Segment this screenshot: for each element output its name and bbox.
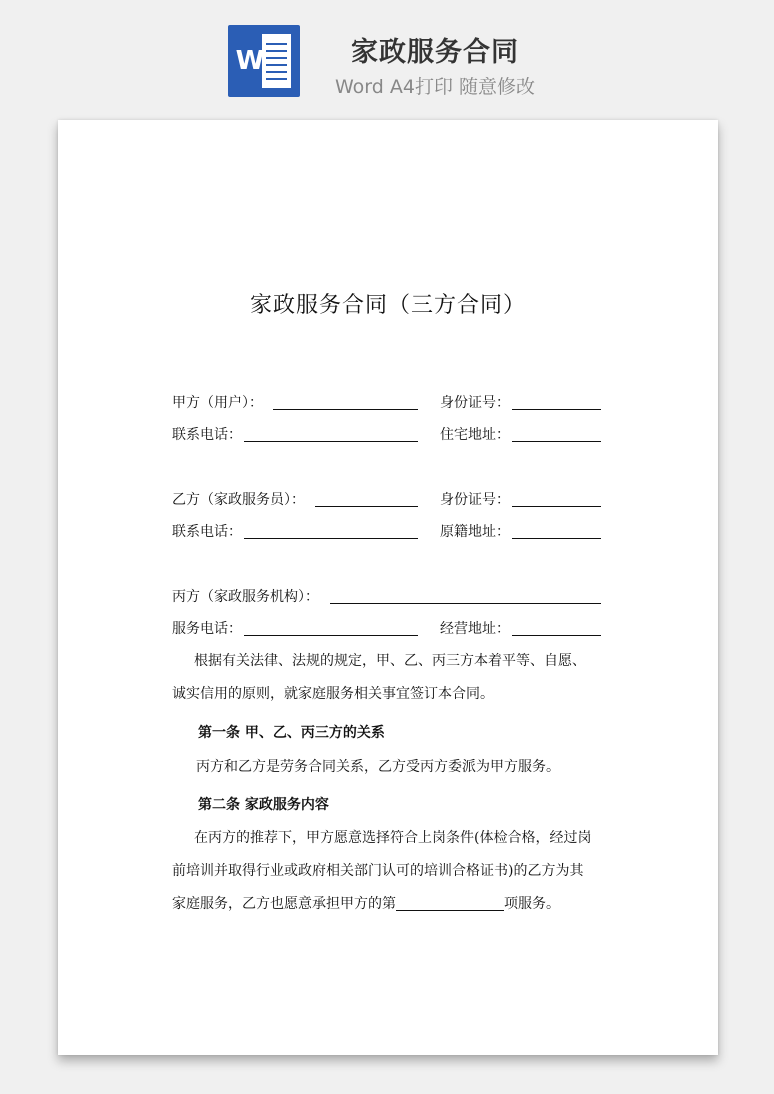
document-title: 家政服务合同（三方合同） [249, 293, 526, 318]
service-item-blank[interactable] [396, 896, 504, 911]
article-2-heading: 第二条 家政服务内容 [198, 797, 329, 813]
party-b-phone-blank[interactable] [244, 538, 418, 539]
party-b-phone-label: 联系电话： [172, 524, 242, 540]
document-page [58, 120, 718, 1055]
word-icon [228, 25, 300, 97]
intro-line-1: 根据有关法律、法规的规定，甲、乙、丙三方本着平等、自愿、 [194, 653, 586, 669]
party-b-id-blank[interactable] [512, 506, 601, 507]
party-b-address-label: 原籍地址： [440, 524, 510, 540]
word-icon-page [262, 34, 291, 88]
party-c-label: 丙方（家政服务机构）： [172, 589, 319, 605]
party-b-id-label: 身份证号： [440, 492, 510, 508]
party-c-phone-label: 服务电话： [172, 621, 242, 637]
article-2-line-3-prefix: 家庭服务，乙方也愿意承担甲方的第 [172, 896, 396, 912]
article-2-line-3 [172, 894, 560, 914]
party-b-label: 乙方（家政服务员）： [172, 492, 305, 508]
party-a-address-blank[interactable] [512, 441, 601, 442]
party-c-name-blank[interactable] [330, 603, 601, 604]
party-a-phone-blank[interactable] [244, 441, 418, 442]
party-a-name-blank[interactable] [273, 409, 418, 410]
article-1-heading: 第一条 甲、乙、丙三方的关系 [198, 725, 385, 741]
article-2-line-3-suffix: 项服务。 [504, 896, 560, 912]
article-1-body: 丙方和乙方是劳务合同关系，乙方受丙方委派为甲方服务。 [196, 759, 560, 775]
party-a-label: 甲方（用户）： [172, 395, 263, 411]
banner-title: 家政服务合同 [351, 37, 519, 68]
banner-subtitle: Word A4打印 随意修改 [334, 76, 535, 98]
header-banner [0, 0, 774, 110]
party-a-phone-label: 联系电话： [172, 427, 242, 443]
party-a-id-blank[interactable] [512, 409, 601, 410]
party-c-address-label: 经营地址： [440, 621, 510, 637]
party-b-address-blank[interactable] [512, 538, 601, 539]
article-2-line-1: 在丙方的推荐下，甲方愿意选择符合上岗条件(体检合格，经过岗 [194, 830, 592, 846]
party-a-id-label: 身份证号： [440, 395, 510, 411]
article-2-line-2: 前培训并取得行业或政府相关部门认可的培训合格证书)的乙方为其 [172, 863, 584, 879]
party-b-name-blank[interactable] [315, 506, 418, 507]
party-a-address-label: 住宅地址： [440, 427, 510, 443]
intro-line-2: 诚实信用的原则，就家庭服务相关事宜签订本合同。 [172, 686, 494, 702]
party-c-phone-blank[interactable] [244, 635, 418, 636]
word-icon-letter: W [235, 46, 265, 76]
party-c-address-blank[interactable] [512, 635, 601, 636]
